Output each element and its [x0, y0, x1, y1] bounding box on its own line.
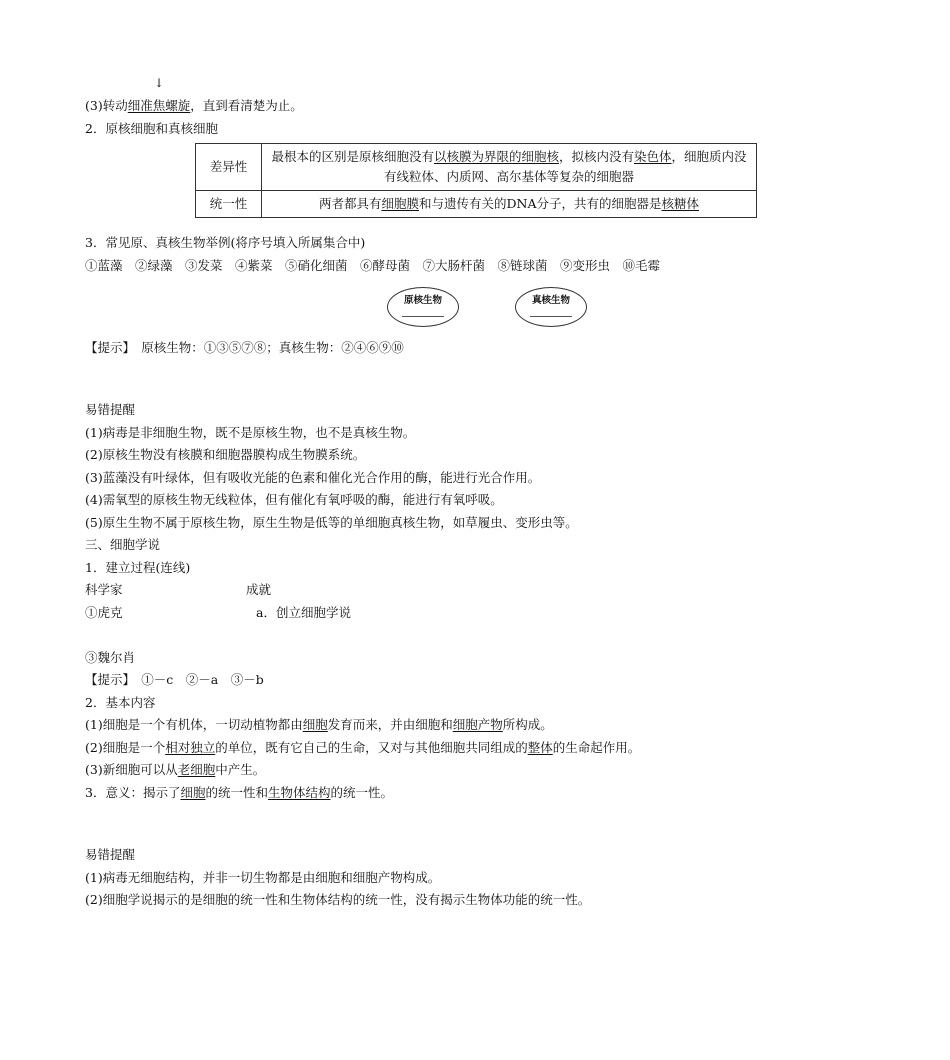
text: 的生命起作用。 [552, 740, 641, 755]
cell-term: 以核膜为界限的细胞核 [433, 149, 559, 164]
warning-item: (3)蓝藻没有叶绿体，但有吸收光能的色素和催化光合作用的酶，能进行光合作用。 [85, 470, 541, 485]
achievement-item: a．创立细胞学说 [256, 605, 351, 620]
warning-title-1: 易错提醒 [85, 402, 136, 417]
prokaryote-set-label: 原核生物 [403, 295, 442, 306]
column-scientist: 科学家 [85, 582, 123, 597]
text: 发育而来，并由细胞和 [327, 717, 453, 732]
cell-term: 细胞膜 [381, 196, 419, 211]
build-process-title: 1．建立过程(连线) [85, 560, 191, 575]
meaning-line [85, 785, 393, 801]
text: 3．意义：揭示了 [85, 785, 181, 800]
table-row [196, 144, 757, 191]
basic-item-2 [85, 740, 640, 756]
part3-title: 三、细胞学说 [85, 537, 161, 552]
term: 细胞 [302, 717, 328, 732]
text: 的统一性和 [205, 785, 268, 800]
warning-title-2: 易错提醒 [85, 847, 136, 862]
warning-item: (2)原核生物没有核膜和细胞器膜构成生物膜系统。 [85, 447, 366, 462]
scientist-item: ①虎克 [85, 605, 123, 620]
warning-item: (1)病毒是非细胞生物，既不是原核生物，也不是真核生物。 [85, 425, 416, 440]
basic-item-1 [85, 717, 553, 733]
section3-title: 3．常见原、真核生物举例(将序号填入所属集合中) [85, 235, 366, 250]
step3-term: 细准焦螺旋 [127, 98, 191, 113]
answer-blank [530, 316, 572, 317]
eukaryote-set-label: 真核生物 [531, 295, 570, 306]
column-achievement: 成就 [246, 582, 272, 597]
text: 的单位，既有它自己的生命，又对与其他细胞共同组成的 [215, 740, 528, 755]
answer-blank [402, 316, 444, 317]
hint-answer-2: 【提示】 ①－c ②－a ③－b [85, 672, 264, 687]
examples-list: ①蓝藻 ②绿藻 ③发菜 ④紫菜 ⑤硝化细菌 ⑥酵母菌 ⑦大肠杆菌 ⑧链球菌 ⑨变形虫 ⑩毛霉 [85, 258, 661, 273]
text: (1)细胞是一个有机体，一切动植物都由 [85, 717, 303, 732]
table-row [196, 191, 757, 218]
prokaryote-set [387, 287, 459, 327]
step3-text [85, 98, 303, 114]
cell-text: 两者都具有 [318, 196, 382, 211]
comparison-table [195, 143, 757, 218]
warning-item: (5)原生生物不属于原核生物，原生生物是低等的单细胞真核生物，如草履虫、变形虫等。 [85, 515, 578, 530]
text: (2)细胞是一个 [85, 740, 166, 755]
cell-text: ，拟核内没有 [558, 149, 634, 164]
row-body-difference [262, 144, 757, 191]
term: 整体 [527, 740, 553, 755]
text: 中产生。 [215, 762, 266, 777]
row-body-unity [262, 191, 757, 218]
cell-term: 核糖体 [661, 196, 700, 211]
term: 相对独立 [165, 740, 216, 755]
hint-answer-1: 【提示】 原核生物：①③⑤⑦⑧；真核生物：②④⑥⑨⑩ [85, 340, 404, 355]
down-arrow: ↓ [154, 76, 165, 90]
warning-item: (1)病毒无细胞结构，并非一切生物都是由细胞和细胞产物构成。 [85, 870, 441, 885]
cell-term: 染色体 [634, 149, 672, 164]
text: (3)新细胞可以从 [85, 762, 178, 777]
scientist-item: ③魏尔肖 [85, 650, 136, 665]
warning-item: (2)细胞学说揭示的是细胞的统一性和生物体结构的统一性，没有揭示生物体功能的统一性。 [85, 892, 591, 907]
row-header-unity: 统一性 [196, 191, 262, 218]
basic-item-3 [85, 762, 265, 778]
eukaryote-set [515, 287, 587, 327]
step3-suffix: ，直到看清楚为止。 [190, 98, 303, 113]
text: 所构成。 [502, 717, 553, 732]
row-header-difference: 差异性 [196, 144, 262, 191]
term: 细胞 [180, 785, 206, 800]
cell-text: ，细胞质内没有线粒体、内质网、高尔基体等复杂的细胞器 [383, 149, 747, 184]
term: 细胞产物 [452, 717, 503, 732]
term: 老细胞 [177, 762, 216, 777]
basic-content-title: 2．基本内容 [85, 695, 156, 710]
section2-title: 2．原核细胞和真核细胞 [85, 121, 218, 136]
cell-text: 和与遗传有关的DNA分子，共有的细胞器是 [419, 196, 662, 211]
term: 生物体结构 [268, 785, 331, 800]
warning-item: (4)需氧型的原核生物无线粒体，但有催化有氧呼吸的酶，能进行有氧呼吸。 [85, 492, 503, 507]
step3-prefix: (3)转动 [85, 98, 128, 113]
cell-text: 最根本的区别是原核细胞没有 [271, 149, 434, 164]
text: 的统一性。 [330, 785, 394, 800]
